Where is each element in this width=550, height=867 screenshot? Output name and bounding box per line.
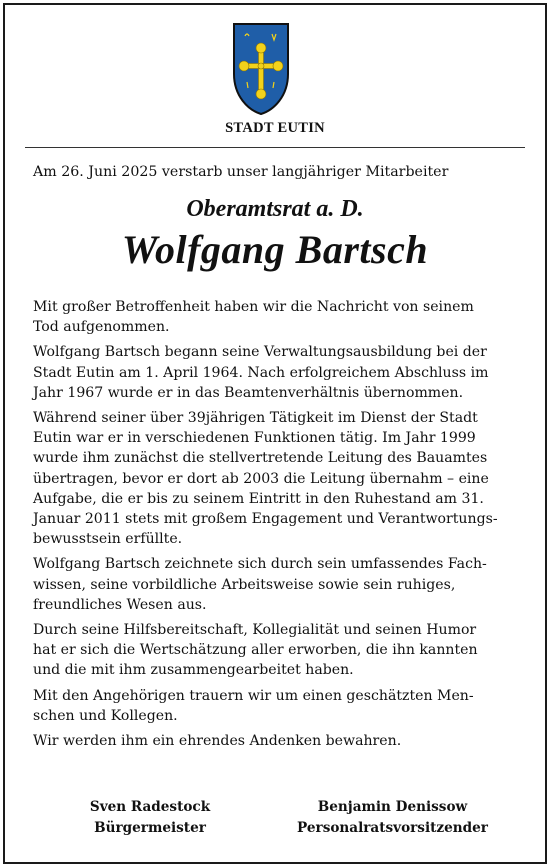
text-line: Tod aufgenommen. (33, 319, 170, 336)
text-line: bewusstsein erfüllte. (33, 531, 183, 548)
paragraph (33, 342, 523, 403)
deceased-name: Wolfgang Bartsch (121, 227, 429, 272)
text-line: Wolfgang Bartsch zeichnete sich durch sein umfassendes Fach- (33, 556, 487, 573)
signer-name: Benjamin Denissow (317, 799, 468, 815)
signer-role: Personalratsvorsitzender (297, 820, 488, 836)
paragraph (33, 620, 523, 681)
rank-title: Oberamtsrat a. D. (186, 196, 364, 222)
text-line: übertragen, bevor er dort ab 2003 die Leitung übernahm – eine (33, 470, 489, 487)
text-line: Durch seine Hilfsbereitschaft, Kollegialität und seinen Humor (33, 622, 477, 639)
organization-name: STADT EUTIN (225, 120, 325, 136)
signer-name: Sven Radestock (89, 799, 211, 815)
text-line: Januar 2011 stets mit großem Engagement und Verantwortungs- (33, 511, 498, 528)
paragraph (33, 731, 523, 751)
paragraph (33, 408, 523, 549)
text-line: schen und Kollegen. (33, 707, 178, 724)
text-line: Stadt Eutin am 1. April 1964. Nach erfolgreichem Abschluss im (33, 364, 489, 381)
signature-mayor (70, 797, 230, 839)
signature-staff-council (285, 797, 500, 839)
paragraph (33, 554, 523, 615)
paragraph (33, 297, 523, 337)
text-line: Mit großer Betroffenheit haben wir die Nachricht von seinem (33, 299, 474, 315)
divider (25, 147, 525, 148)
text-line: freundliches Wesen aus. (33, 596, 207, 613)
signer-role: Bürgermeister (94, 820, 206, 836)
text-line: Während seiner über 39jährigen Tätigkeit im Dienst der Stadt (33, 410, 478, 427)
intro-line: Am 26. Juni 2025 verstarb unser langjähriger Mitarbeiter (33, 164, 449, 180)
text-line: Aufgabe, die er bis zu seinem Eintritt in den Ruhestand am 31. (33, 490, 484, 507)
text-line: hat er sich die Wertschätzung aller erworben, die ihn kannten (33, 642, 478, 659)
text-line: wissen, seine vorbildliche Arbeitsweise sowie sein ruhiges, (33, 576, 456, 593)
obituary-text (33, 297, 523, 756)
paragraph (33, 686, 523, 726)
coat-of-arms-icon (232, 22, 290, 116)
text-line: Wir werden ihm ein ehrendes Andenken bewahren. (33, 733, 402, 750)
text-line: Mit den Angehörigen trauern wir um einen geschätzten Men- (33, 687, 474, 704)
text-line: und die mit ihm zusammengearbeitet haben. (33, 662, 354, 679)
text-line: Eutin war er in verschiedenen Funktionen tätig. Im Jahr 1999 (33, 430, 476, 447)
text-line: wurde ihm zunächst die stellvertretende Leitung des Bauamtes (33, 450, 488, 467)
text-line: Jahr 1967 wurde er in das Beamtenverhältnis übernommen. (33, 384, 464, 401)
text-line: Wolfgang Bartsch begann seine Verwaltungsausbildung bei der (33, 344, 487, 361)
